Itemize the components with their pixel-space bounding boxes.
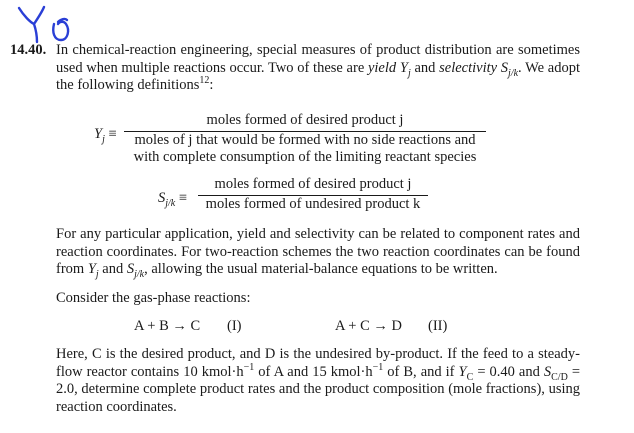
reaction-1: A + B → C <box>134 318 201 334</box>
selectivity-lhs: $S_{j/k}$ ≡ <box>158 190 188 209</box>
paragraph-problem-statement: Here, C is the desired product, and D is the undesired by-product. If the feed to a steady-flow reactor contains 10 $kmol\cdot h^{-1}$ of A and 15 $kmol\cdot h^{-1}$ of B, and if $Y_C = 0.40$ and $S_{C/D} = 2.0$, determine complete product rates and the product composition (mole fractions), using reaction coordinates. <box>56 346 580 415</box>
reaction-2-label: (II) <box>428 318 448 334</box>
yield-denominator-line2: with complete consumption of the limiting reactant species <box>133 149 477 165</box>
yield-denominator-line1: moles of j that would be formed with no side reactions and <box>134 132 476 148</box>
handwritten-note <box>14 2 94 44</box>
footnote-ref: 12 <box>199 75 210 87</box>
reaction-1-label: (I) <box>227 318 242 334</box>
selectivity-numerator: moles formed of desired product j <box>214 176 412 192</box>
selectivity-denominator: moles formed of undesired product k <box>205 196 421 212</box>
reaction-2: A + C → D <box>335 318 402 334</box>
yield-numerator: moles formed of desired product j <box>206 112 404 128</box>
intro-paragraph: In chemical-reaction engineering, special measures of product distribution are sometimes used when multiple reactions occur. Two of these are yield $Y_j$ and selectivity $S_{j/k}$. We adopt the following definitions$^{12}$: <box>56 42 581 93</box>
yield-lhs: $Y_j$ ≡ <box>94 126 117 145</box>
problem-number: 14.40. <box>10 42 47 58</box>
paragraph-yield-selectivity: For any particular application, yield and selectivity can be related to component rates and reaction coordinates. For two-reaction schemes the two reaction coordinates can be found from $Y_j$ and $S_{j/k}$, allowing the usual material-balance equations to be written. <box>56 226 580 280</box>
paragraph-gas-phase: Consider the gas-phase reactions: <box>56 290 251 306</box>
